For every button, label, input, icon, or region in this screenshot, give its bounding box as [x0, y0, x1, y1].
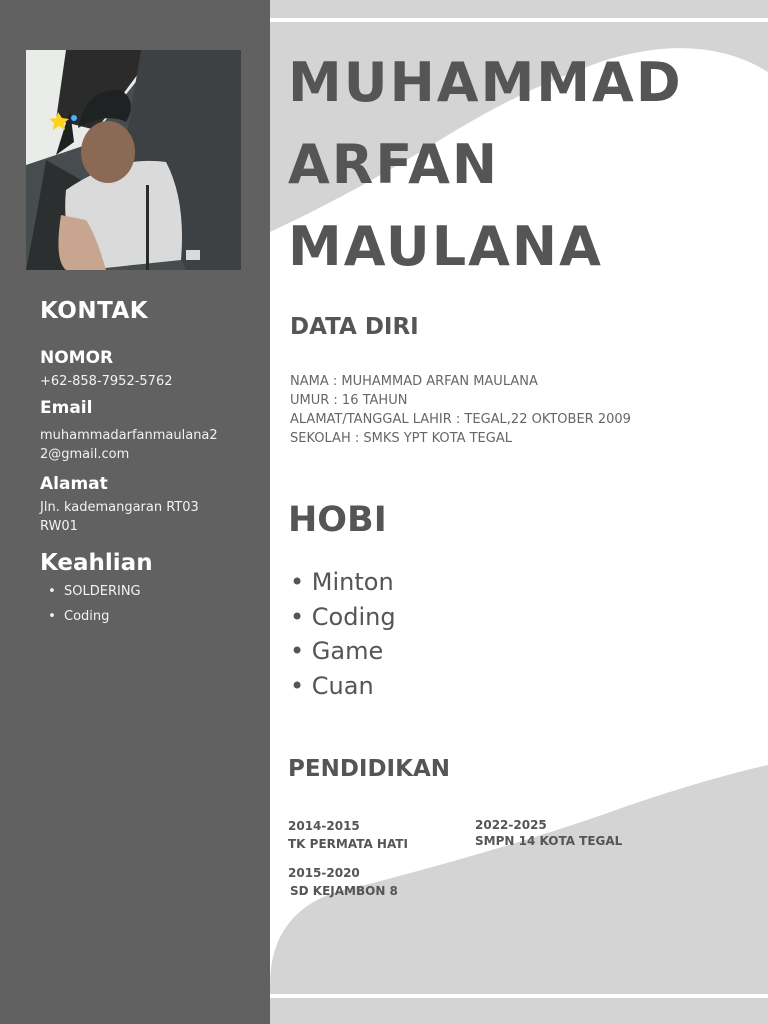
hobi-heading: HOBI	[288, 500, 387, 540]
education-years: 2014-2015	[288, 819, 360, 833]
detail-line: ALAMAT/TANGGAL LAHIR : TEGAL,22 OKTOBER 2009	[290, 412, 631, 427]
name-line: MUHAMMAD	[288, 51, 683, 114]
education-school: TK PERMATA HATI	[288, 837, 408, 851]
address-value	[40, 498, 245, 536]
sidebar	[0, 0, 270, 1024]
skill-item: • SOLDERING	[40, 582, 141, 607]
detail-line: UMUR : 16 TAHUN	[290, 393, 408, 408]
email-line-1: muhammadarfanmaulana2	[40, 428, 218, 443]
hobby-item: • Coding	[290, 600, 396, 635]
name-line: MAULANA	[288, 215, 603, 278]
education-entry	[288, 817, 408, 853]
detail-line: SEKOLAH : SMKS YPT KOTA TEGAL	[290, 431, 512, 446]
address-label: Alamat	[40, 474, 108, 494]
phone-label: NOMOR	[40, 348, 114, 368]
address-line-1: Jln. kademangaran RT03	[40, 500, 199, 515]
phone-value: +62-858-7952-5762	[40, 374, 173, 389]
data-diri-details	[290, 372, 631, 448]
skill-item: • Coding	[40, 607, 141, 632]
skills-heading: Keahlian	[40, 550, 153, 576]
profile-photo	[26, 50, 241, 270]
address-line-2: RW01	[40, 519, 78, 534]
contact-heading: KONTAK	[40, 298, 149, 324]
education-school: SD KEJAMBON 8	[290, 884, 398, 898]
education-years: 2015-2020	[288, 866, 360, 880]
education-entry	[288, 864, 398, 900]
pendidikan-heading: PENDIDIKAN	[288, 756, 450, 782]
hobby-list	[290, 565, 396, 703]
education-school: SMPN 14 KOTA TEGAL	[475, 834, 623, 848]
hobby-item: • Cuan	[290, 669, 396, 704]
detail-line: NAMA : MUHAMMAD ARFAN MAULANA	[290, 374, 538, 389]
hobby-item: • Minton	[290, 565, 396, 600]
name-line: ARFAN	[288, 133, 500, 196]
hobby-item: • Game	[290, 634, 396, 669]
email-value[interactable]	[40, 426, 245, 464]
education-years: 2022-2025	[475, 818, 547, 832]
full-name	[288, 42, 758, 288]
data-diri-heading: DATA DIRI	[290, 314, 419, 340]
main-content	[270, 0, 768, 1024]
skills-list	[40, 582, 141, 632]
education-entry	[475, 817, 622, 849]
email-line-2: 2@gmail.com	[40, 447, 130, 462]
email-label: Email	[40, 398, 93, 418]
profile-photo-illustration	[26, 50, 241, 270]
